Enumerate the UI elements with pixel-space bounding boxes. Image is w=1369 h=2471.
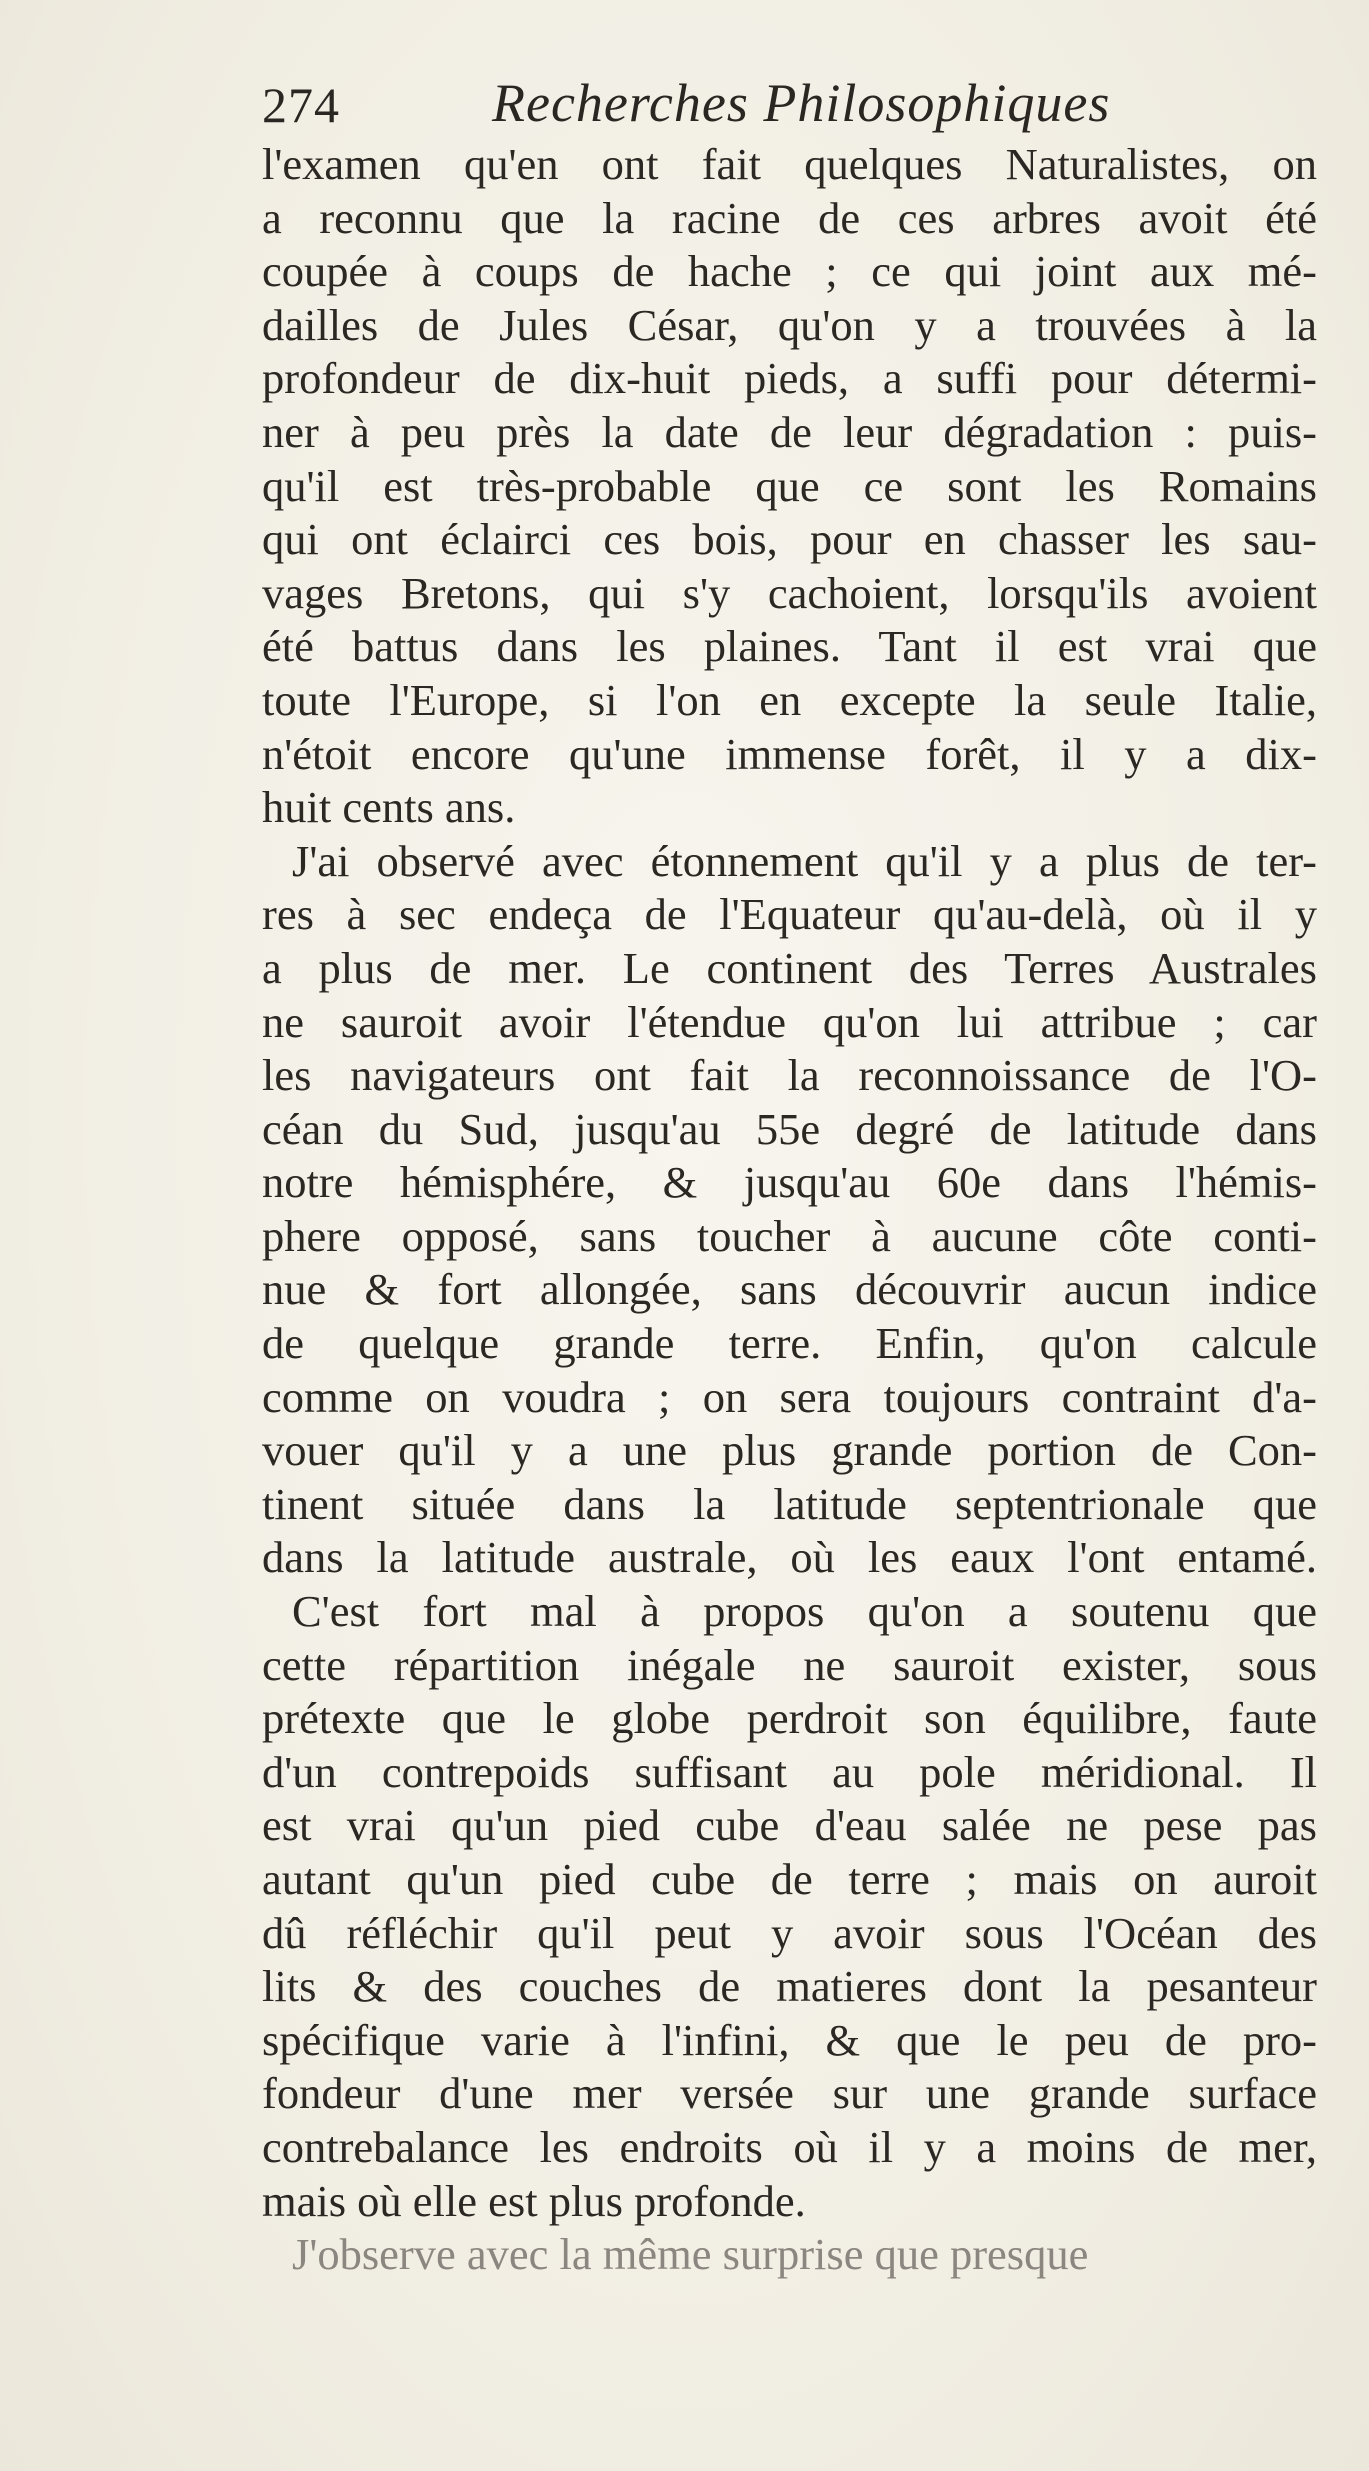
text-line: cette répartition inégale ne sauroit exister, sous xyxy=(262,1639,1317,1690)
text-line: coupée à coups de hache ; ce qui joint aux mé- xyxy=(262,246,1317,297)
text-line: nue & fort allongée, sans découvrir aucun indice xyxy=(262,1264,1317,1315)
text-line: n'étoit encore qu'une immense forêt, il y a dix- xyxy=(262,728,1317,779)
text-line: comme on voudra ; on sera toujours contraint d'a- xyxy=(262,1371,1317,1422)
body-text xyxy=(262,138,1317,2282)
text-line: notre hémisphére, & jusqu'au 60e dans l'hémis- xyxy=(262,1157,1317,1208)
text-line: ne sauroit avoir l'étendue qu'on lui attribue ; car xyxy=(262,996,1317,1047)
text-line: profondeur de dix-huit pieds, a suffi pour détermi- xyxy=(262,353,1317,404)
text-line: tinent située dans la latitude septentrionale que xyxy=(262,1478,1317,1529)
text-line: d'un contrepoids suffisant au pole méridional. Il xyxy=(262,1746,1317,1797)
page-header xyxy=(262,70,1322,140)
text-line: prétexte que le globe perdroit son équilibre, faute xyxy=(262,1693,1317,1744)
text-line: été battus dans les plaines. Tant il est vrai que xyxy=(262,621,1317,672)
text-line: spécifique varie à l'infini, & que le peu de pro- xyxy=(262,2014,1317,2065)
text-line: de quelque grande terre. Enfin, qu'on calcule xyxy=(262,1318,1317,1369)
text-line: huit cents ans. xyxy=(262,782,516,833)
text-line: mais où elle est plus profonde. xyxy=(262,2175,806,2226)
text-line: vouer qu'il y a une plus grande portion de Con- xyxy=(262,1425,1317,1476)
text-line: res à sec endeça de l'Equateur qu'au-delà, où il y xyxy=(262,889,1317,940)
text-line: céan du Sud, jusqu'au 55e degré de latitude dans xyxy=(262,1103,1317,1154)
text-line: contrebalance les endroits où il y a moins de mer, xyxy=(262,2121,1317,2172)
text-line: qui ont éclairci ces bois, pour en chasser les sau- xyxy=(262,514,1317,565)
text-line: les navigateurs ont fait la reconnoissance de l'O- xyxy=(262,1050,1317,1101)
text-line: est vrai qu'un pied cube d'eau salée ne pese pas xyxy=(262,1800,1317,1851)
text-line: toute l'Europe, si l'on en excepte la seule Italie, xyxy=(262,674,1317,725)
text-line: dans la latitude australe, où les eaux l'ont entamé. xyxy=(262,1532,1317,1583)
text-line: ner à peu près la date de leur dégradation : puis- xyxy=(262,406,1317,457)
page-number: 274 xyxy=(262,77,340,133)
text-line: l'examen qu'en ont fait quelques Naturalistes, on xyxy=(262,139,1317,189)
text-line: a plus de mer. Le continent des Terres Australes xyxy=(262,942,1317,993)
text-line: dû réfléchir qu'il peut y avoir sous l'Océan des xyxy=(262,1907,1317,1958)
text-line: C'est fort mal à propos qu'on a soutenu que xyxy=(292,1586,1317,1637)
text-line: a reconnu que la racine de ces arbres avoit été xyxy=(262,192,1317,243)
running-title: Recherches Philosophiques xyxy=(492,73,1111,133)
text-line: fondeur d'une mer versée sur une grande surface xyxy=(262,2068,1317,2119)
text-line: phere opposé, sans toucher à aucune côte conti- xyxy=(262,1210,1317,1261)
text-line: J'observe avec la même surprise que presque xyxy=(292,2229,1089,2280)
text-line: qu'il est très-probable que ce sont les Romains xyxy=(262,460,1317,511)
text-line: J'ai observé avec étonnement qu'il y a plus de ter- xyxy=(292,835,1317,886)
text-line: autant qu'un pied cube de terre ; mais on auroit xyxy=(262,1854,1317,1904)
text-line: lits & des couches de matieres dont la pesanteur xyxy=(262,1961,1317,2012)
text-line: vages Bretons, qui s'y cachoient, lorsqu'ils avoient xyxy=(262,567,1317,618)
text-line: dailles de Jules César, qu'on y a trouvées à la xyxy=(262,299,1317,350)
